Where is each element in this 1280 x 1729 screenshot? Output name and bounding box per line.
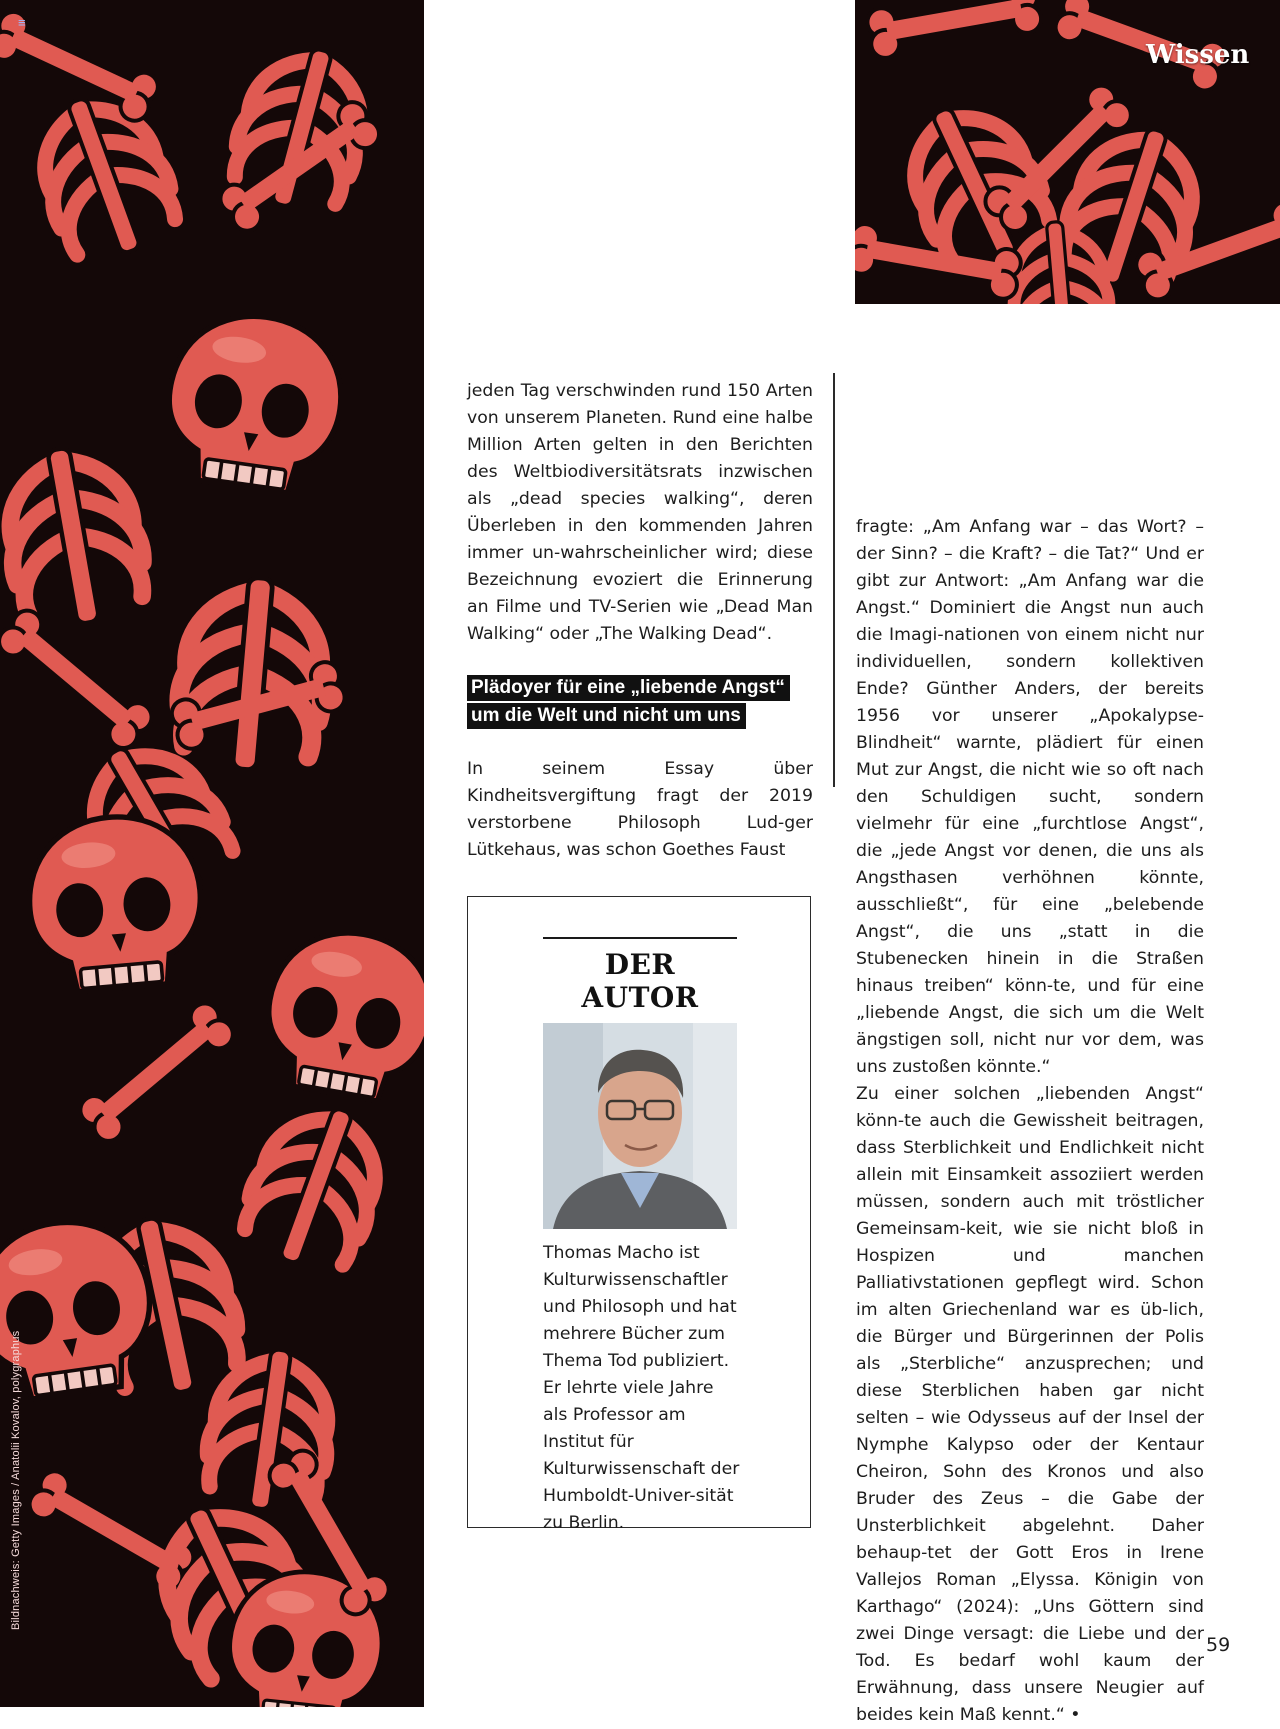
section-label: Wissen <box>1146 40 1250 70</box>
author-portrait <box>543 1023 737 1229</box>
menu-icon: ≡ <box>18 15 26 30</box>
skeleton-illustration-left <box>0 0 424 1707</box>
skeleton-pattern <box>0 0 424 1707</box>
article-column-2 <box>856 514 1204 1729</box>
subheading: Plädoyer für eine „liebende Angst“ um die Welt und nicht um uns <box>467 675 790 729</box>
column-divider <box>833 373 835 787</box>
article-paragraph-4: Zu einer solchen „liebenden Angst“ könn-te auch die Gewissheit beitragen, dass Sterblichkeit und Endlichkeit nicht allein mit Einsamkeit assoziiert werden müssen, sondern auch mit tröstlicher Gemeinsam-keit, wie sie nicht bloß in Hospizen und manchen Palliativstationen gepflegt wird. Schon im alten Griechenland war es üb-lich, die Bürger und Bürgerinnen der Polis als „Sterbliche“ anzusprechen; und diese Sterblichen haben gar nicht selten – wie Odysseus auf der Insel der Nymphe Kalypso oder der Kentaur Cheiron, Sohn des Kronos und also Bruder des Zeus – die Gabe der Unsterblichkeit abgelehnt. Daher behaup-tet der Gott Eros in Irene Vallejos Roman „Elyssa. Königin von Karthago“ (2024): „Uns Göttern sind zwei Dinge versagt: die Liebe und der Tod. Es bedarf wohl kaum der Erwähnung, dass unsere Neugier auf beides kein Maß kennt.“ • <box>856 1084 1204 1725</box>
article-paragraph-2: In seinem Essay über Kindheitsvergiftung fragt der 2019 verstorbene Philosoph Lud-ger Lütkehaus, was schon Goethes Faust <box>467 759 813 860</box>
author-box <box>467 896 811 1533</box>
page-number: 59 <box>1206 1634 1231 1656</box>
photo-credit: Bildnachweis: Getty Images / Anatolii Kovalov, polygraphus <box>10 1330 22 1630</box>
article-paragraph-1: jeden Tag verschwinden rund 150 Arten von unserem Planeten. Rund eine halbe Million Arten gelten in den Berichten des Weltbiodiversitätsrats inzwischen als „dead species walking“, deren Überleben in den kommenden Jahren immer un-wahrscheinlicher wird; diese Bezeichnung evoziert die Erinnerung an Filme und TV-Serien wie „Dead Man Walking“ oder „The Walking Dead“. <box>467 381 813 644</box>
author-photo <box>543 1023 737 1229</box>
author-bio: Thomas Macho ist Kulturwissenschaftler und Philosoph und hat mehrere Bücher zum Thema Tod publiziert. Er lehrte viele Jahre als Professor am Institut für Kulturwissenschaft der Humboldt-Univer-sität zu Berlin. <box>543 1243 740 1533</box>
article-paragraph-3: fragte: „Am Anfang war – das Wort? – der Sinn? – die Kraft? – die Tat?“ Und er gibt zur Antwort: „Am Anfang war die Angst.“ Dominiert die Angst nun auch die Imagi-nationen von einem nicht nur individuellen, sondern kollektiven Ende? Günther Anders, der bereits 1956 vor unserer „Apokalypse-Blindheit“ warnte, plädiert für einen Mut zur Angst, die nicht wie so oft nach den Schuldigen sucht, sondern vielmehr für eine „furchtlose Angst“, die „jede Angst vor denen, die uns als Angsthasen verhöhnen könnte, ausschließt“, für eine „belebende Angst“, die uns „statt in die Stubenecken hinein in die Straßen hinaus treiben“ könn-te, und für eine „liebende Angst, die sich um die Welt ängstigen soll, nicht nur vor dem, was uns zustoßen könnte.“ <box>856 517 1204 1077</box>
subheading-wrapper <box>467 674 807 730</box>
author-box-title: DER AUTOR <box>543 937 737 1025</box>
